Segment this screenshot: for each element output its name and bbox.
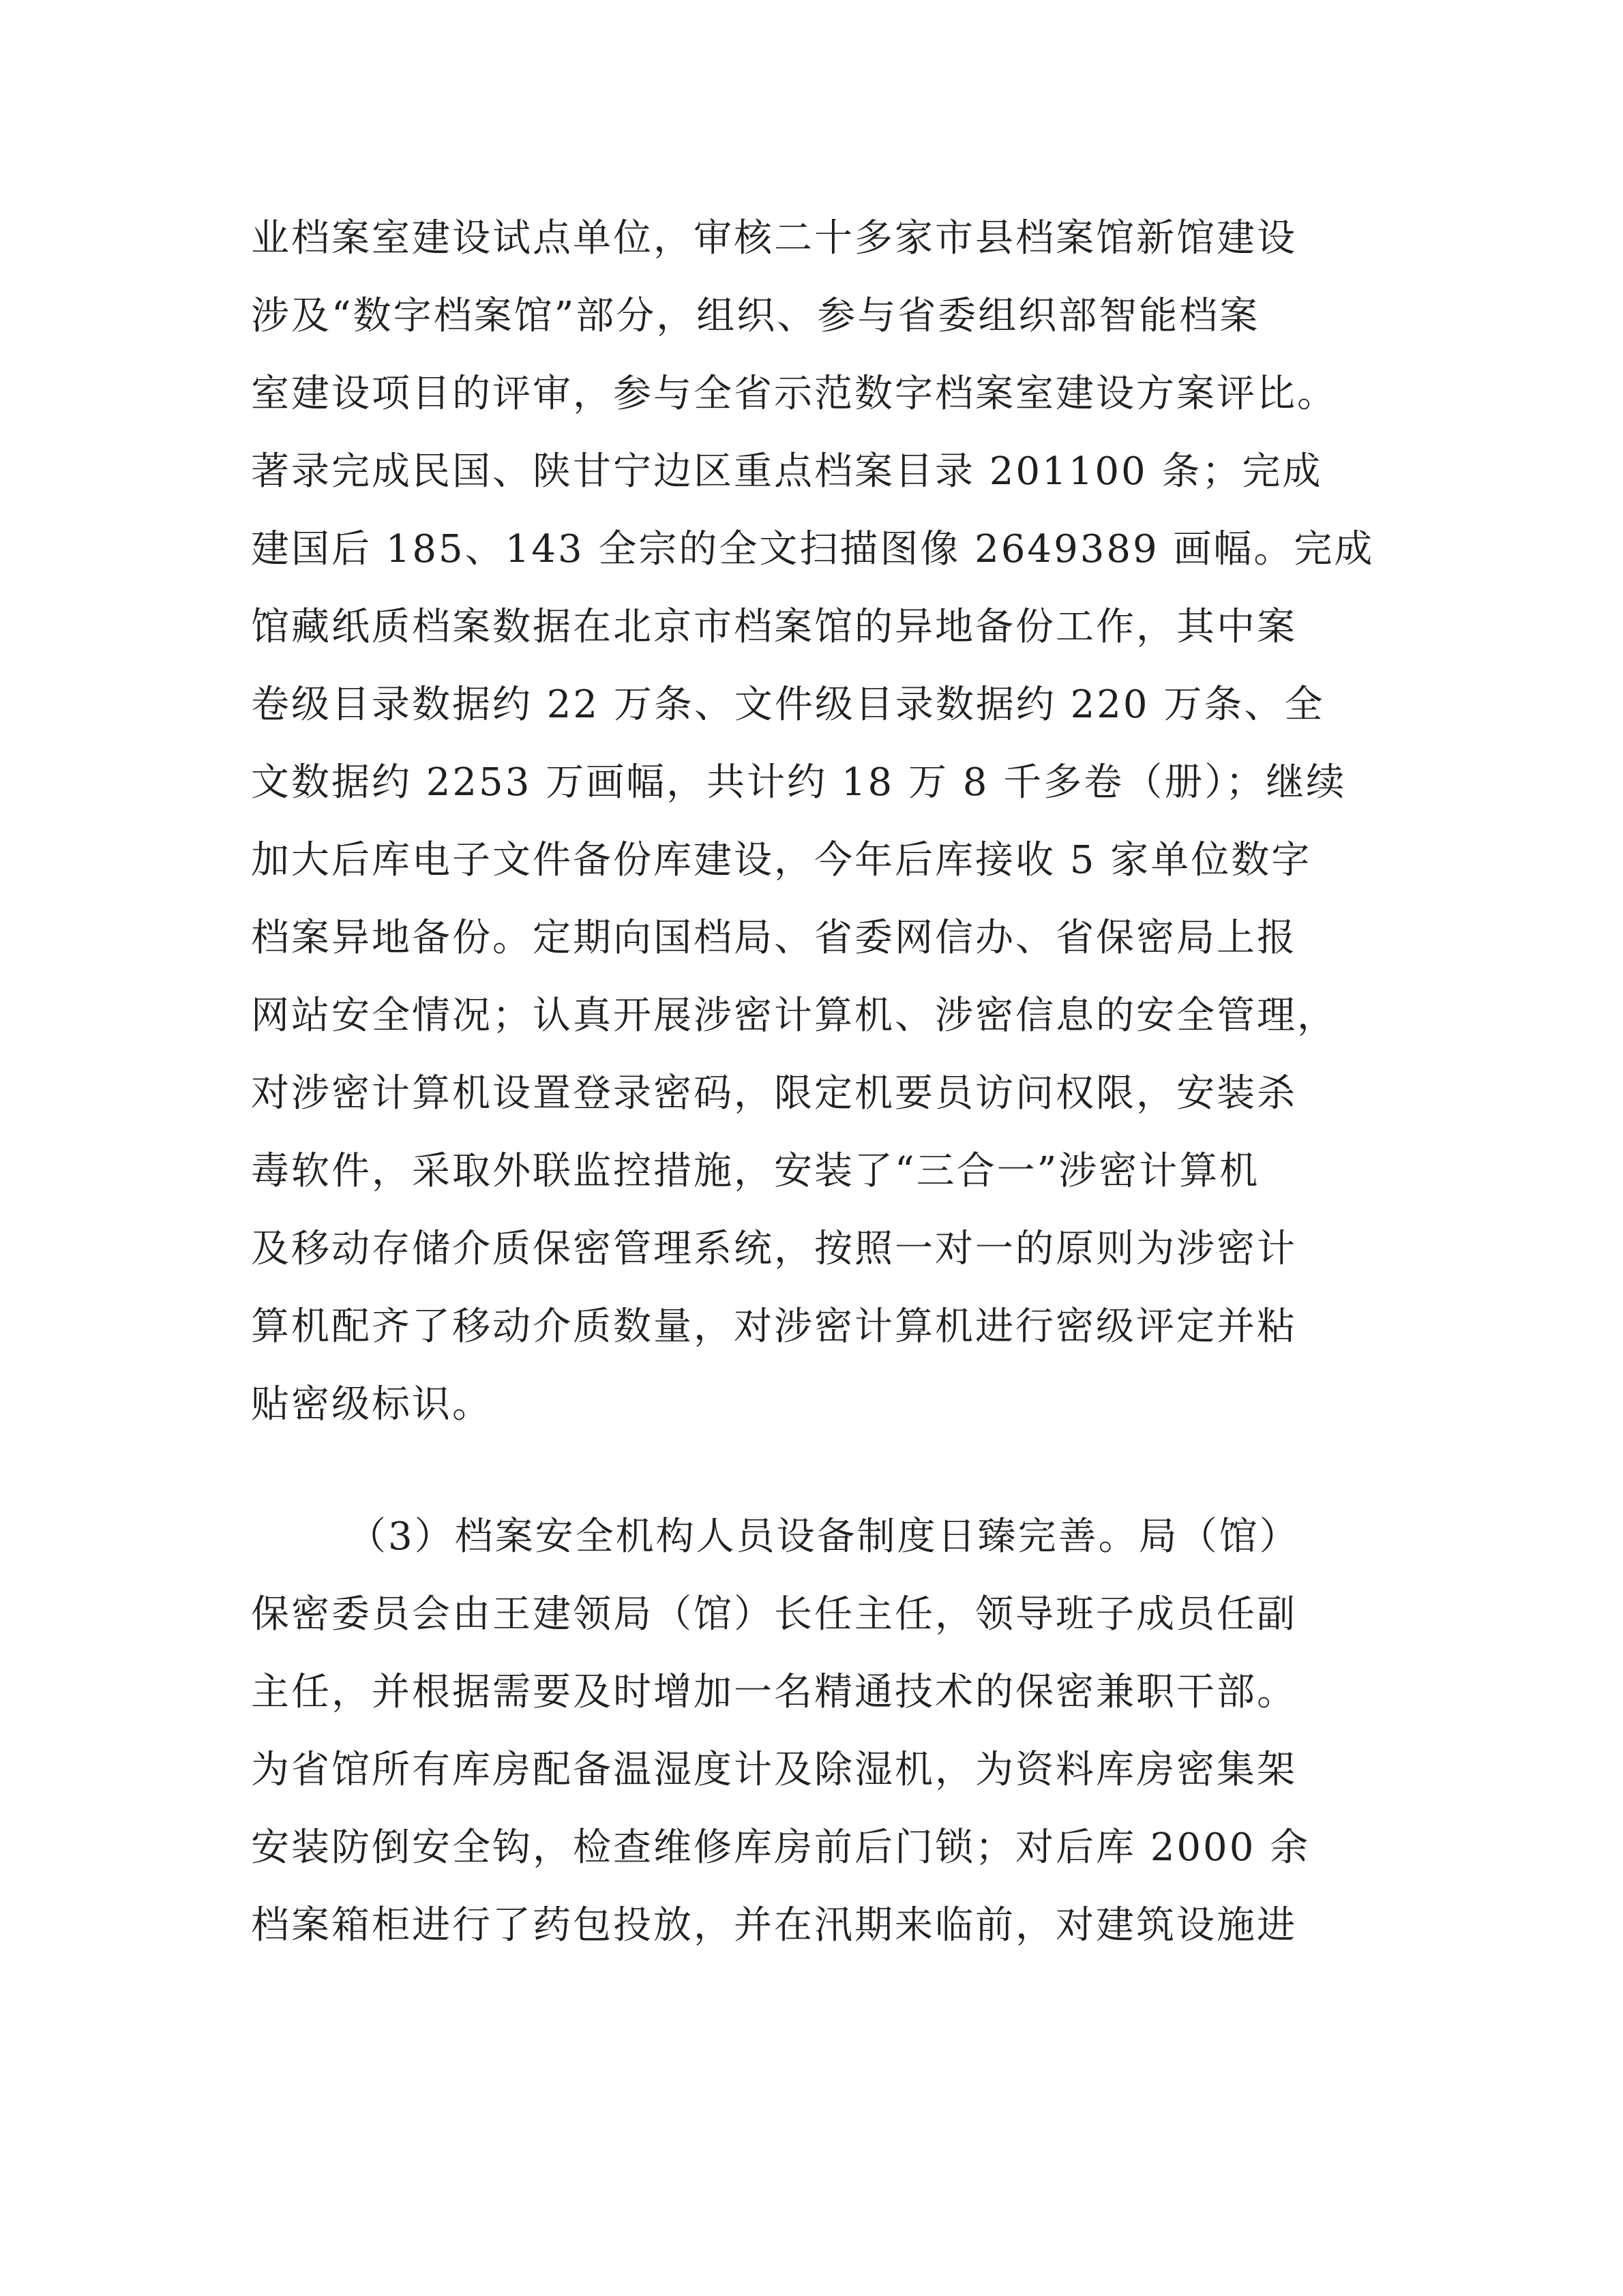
paragraph-1-line-9: 加大后库电子文件备份库建设，今年后库接收 5 家单位数字	[251, 838, 1312, 882]
paragraph-2-line-3: 主任，并根据需要及时增加一名精通技术的保密兼职干部。	[251, 1670, 1297, 1714]
paragraph-1-line-8: 文数据约 2253 万画幅，共计约 18 万 8 千多卷（册）；继续	[251, 760, 1347, 805]
paragraph-1-line-5: 建国后 185、143 全宗的全文扫描图像 2649389 画幅。完成	[251, 527, 1375, 571]
paragraph-2-line-1: （3）档案安全机构人员设备制度日臻完善。局（馆）	[348, 1515, 1300, 1559]
paragraph-1-line-14: 及移动存储介质保密管理系统，按照一对一的原则为涉密计	[251, 1227, 1297, 1271]
paragraph-1-line-2: 涉及“数字档案馆”部分，组织、参与省委组织部智能档案	[251, 294, 1260, 338]
paragraph-1-line-1: 业档案室建设试点单位，审核二十多家市县档案馆新馆建设	[251, 216, 1297, 260]
paragraph-1-line-6: 馆藏纸质档案数据在北京市档案馆的异地备份工作，其中案	[251, 605, 1297, 649]
paragraph-2-line-6: 档案箱柜进行了药包投放，并在汛期来临前，对建筑设施进	[251, 1903, 1297, 1948]
paragraph-1-line-13: 毒软件，采取外联监控措施，安装了“三合一”涉密计算机	[251, 1149, 1260, 1193]
paragraph-1-line-12: 对涉密计算机设置登录密码，限定机要员访问权限，安装杀	[251, 1071, 1297, 1116]
paragraph-2-line-5: 安装防倒安全钩，检查维修库房前后门锁；对后库 2000 余	[251, 1825, 1311, 1870]
paragraph-1-line-4: 著录完成民国、陕甘宁边区重点档案目录 201100 条；完成	[251, 449, 1323, 494]
paragraph-1-line-10: 档案异地备份。定期向国档局、省委网信办、省保密局上报	[251, 916, 1297, 960]
paragraph-1-line-16: 贴密级标识。	[251, 1382, 492, 1427]
paragraph-1-line-7: 卷级目录数据约 22 万条、文件级目录数据约 220 万条、全	[251, 683, 1325, 727]
paragraph-1-line-11: 网站安全情况；认真开展涉密计算机、涉密信息的安全管理，	[251, 994, 1337, 1038]
paragraph-1-line-3: 室建设项目的评审，参与全省示范数字档案室建设方案评比。	[251, 372, 1337, 416]
paragraph-2-line-2: 保密委员会由王建领局（馆）长任主任，领导班子成员任副	[251, 1592, 1297, 1637]
paragraph-1-line-15: 算机配齐了移动介质数量，对涉密计算机进行密级评定并粘	[251, 1304, 1297, 1349]
paragraph-2-line-4: 为省馆所有库房配备温湿度计及除湿机，为资料库房密集架	[251, 1748, 1297, 1792]
